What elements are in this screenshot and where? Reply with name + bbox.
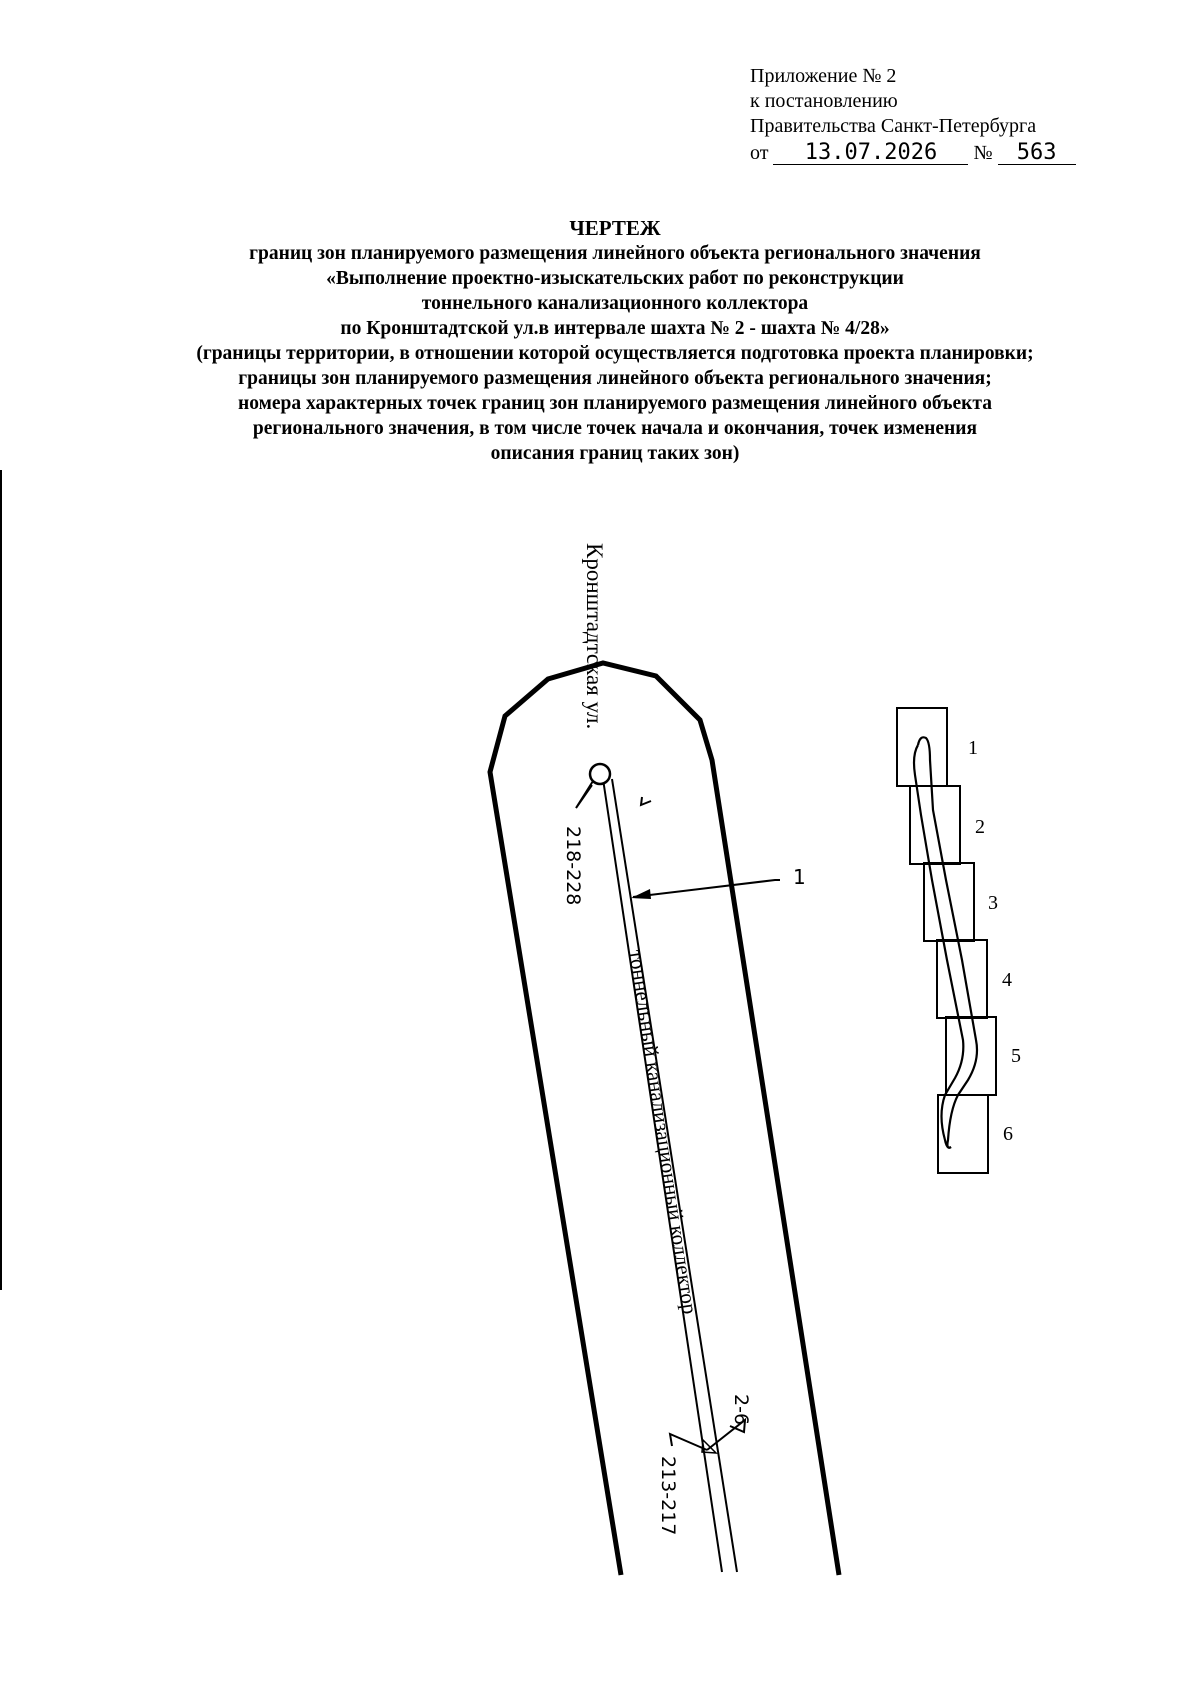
sheet-frame-6 [938,1095,988,1173]
key-map-route [918,737,977,1147]
heading-line-5: (границы территории, в отношении которой осуществляется подготовка проекта планировки; [196,343,1034,364]
appendix-line-3: Правительства Санкт-Петербурга [750,115,1037,137]
appendix-line-1: Приложение № 2 [750,65,897,87]
points-label-213-217: 213-217 [657,1456,679,1536]
callout-1-arrowhead [631,889,651,899]
heading-line-1: границ зон планируемого размещения линейного объекта регионального значения [249,243,981,264]
key-map-route-inner [914,745,963,1148]
sheet-label-1: 1 [968,737,978,759]
heading-line-4: по Кронштадтской ул.в интервале шахта № 2 - шахта № 4/28» [340,318,890,339]
tick-mark [641,797,651,805]
leader-218-228 [576,781,593,808]
resolution-date: 13.07.2026 [773,142,968,165]
heading-line-3: тоннельного канализационного коллектора [421,293,809,314]
sheet-label-5: 5 [1011,1045,1021,1067]
resolution-number: 563 [998,142,1076,165]
heading-line-6: границы зон планируемого размещения линейного объекта регионального значения; [238,368,992,389]
heading-line-2: «Выполнение проектно-изыскательских работ по реконструкции [326,268,904,289]
collector-label: тоннельный канализационный коллектор [624,948,703,1316]
appendix-line-2: к постановлению [750,90,898,112]
sheet-key-map [897,708,1021,1173]
heading-line-7: номера характерных точек границ зон планируемого размещения линейного объекта [238,393,992,414]
sheet-label-3: 3 [988,892,998,914]
date-prefix: от [750,142,769,164]
document-title: ЧЕРТЕЖ [569,216,661,240]
sheet-label-6: 6 [1003,1123,1013,1145]
callout-1-leader [633,880,780,897]
sheet-label-4: 4 [1002,969,1012,991]
street-label: Кронштадтская ул. [582,543,607,730]
callout-1-number: 1 [793,865,806,889]
heading-line-8: регионального значения, в том числе точек начала и окончания, точек изменения [252,418,978,439]
sheet-frame-1 [897,708,947,786]
sheet-frame-5 [946,1017,996,1095]
heading-line-9: описания границ таких зон) [490,443,740,464]
number-prefix: № [973,142,993,164]
sheet-label-2: 2 [975,816,985,838]
points-label-218-228: 218-228 [562,826,584,906]
points-label-2-6: 2-6 [730,1394,752,1426]
